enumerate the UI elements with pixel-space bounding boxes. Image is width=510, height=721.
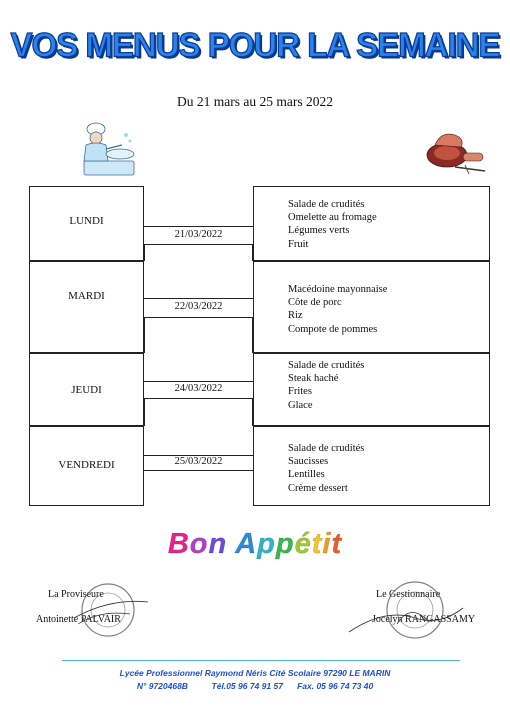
bon-appetit-banner	[0, 528, 510, 561]
date-range: Du 21 mars au 25 mars 2022	[177, 94, 333, 109]
right-signatory-name: Jocelyn RANGASSAMY	[372, 614, 476, 625]
day-date: 21/03/2022	[174, 229, 223, 240]
menu-item: Fruit	[288, 238, 309, 250]
menu-item: Frites	[288, 386, 312, 398]
bon-appetit-letter: i	[322, 528, 332, 560]
day-date: 25/03/2022	[174, 456, 223, 467]
day-name: VENDREDI	[58, 459, 115, 471]
bon-appetit-letter: A	[235, 528, 258, 560]
menu-item: Saucisses	[288, 456, 329, 468]
menu-item: Salade de crudités	[288, 443, 365, 454]
menu-item: Riz	[288, 310, 303, 322]
bon-appetit-letter: é	[294, 528, 312, 560]
menu-item: Steak haché	[288, 373, 339, 385]
chef-cooking-icon	[74, 121, 144, 176]
menu-list	[288, 359, 364, 412]
menu-item: Salade de crudités	[288, 199, 365, 210]
menu-item: Côte de porc	[288, 297, 342, 309]
bon-appetit-letter: p	[257, 528, 276, 560]
day-name: LUNDI	[69, 215, 104, 227]
menu-list	[288, 198, 377, 251]
bon-appetit-letter: t	[311, 528, 323, 560]
page-title: VOS MENUS POUR LA SEMAINE	[10, 25, 500, 64]
menu-list	[288, 442, 364, 495]
menu-item: Compote de pommes	[288, 323, 378, 335]
menu-list	[288, 283, 387, 336]
footer-contact: N° 9720468B Tél.05 96 74 91 57 Fax. 05 96 74 73 40	[136, 681, 374, 691]
day-name: MARDI	[68, 290, 105, 302]
menu-item: Salade de crudités	[288, 360, 365, 371]
day-box	[29, 261, 144, 353]
left-signatory-name: Antoinette PALVAIR	[36, 614, 121, 625]
menu-item: Lentilles	[288, 469, 325, 481]
menu-item: Omelette au fromage	[288, 212, 377, 224]
left-signatory-role: La Proviseure	[48, 589, 104, 600]
day-date: 22/03/2022	[174, 301, 223, 312]
stamp-icon	[345, 578, 465, 642]
day-date: 24/03/2022	[174, 383, 223, 394]
right-signatory-role: Le Gestionnaire	[376, 589, 441, 600]
bon-appetit-letter: n	[208, 528, 228, 560]
menu-item: Macédoine mayonnaise	[288, 284, 388, 295]
bon-appetit-letter: o	[189, 528, 209, 560]
footer-address: Lycée Professionnel Raymond Néris Cité Scolaire 97290 LE MARIN	[119, 668, 391, 678]
menu-item: Glace	[288, 399, 313, 411]
menu-item: Légumes verts	[288, 225, 350, 237]
bon-appetit-letter: p	[275, 528, 295, 560]
meat-dish-icon	[425, 127, 487, 175]
bon-appetit-letter: B	[167, 528, 190, 560]
footer-divider	[62, 660, 460, 661]
stamp-icon	[70, 580, 150, 640]
menu-item: Crème dessert	[288, 482, 348, 494]
day-name: JEUDI	[71, 384, 102, 396]
bon-appetit-letter: t	[331, 528, 343, 560]
